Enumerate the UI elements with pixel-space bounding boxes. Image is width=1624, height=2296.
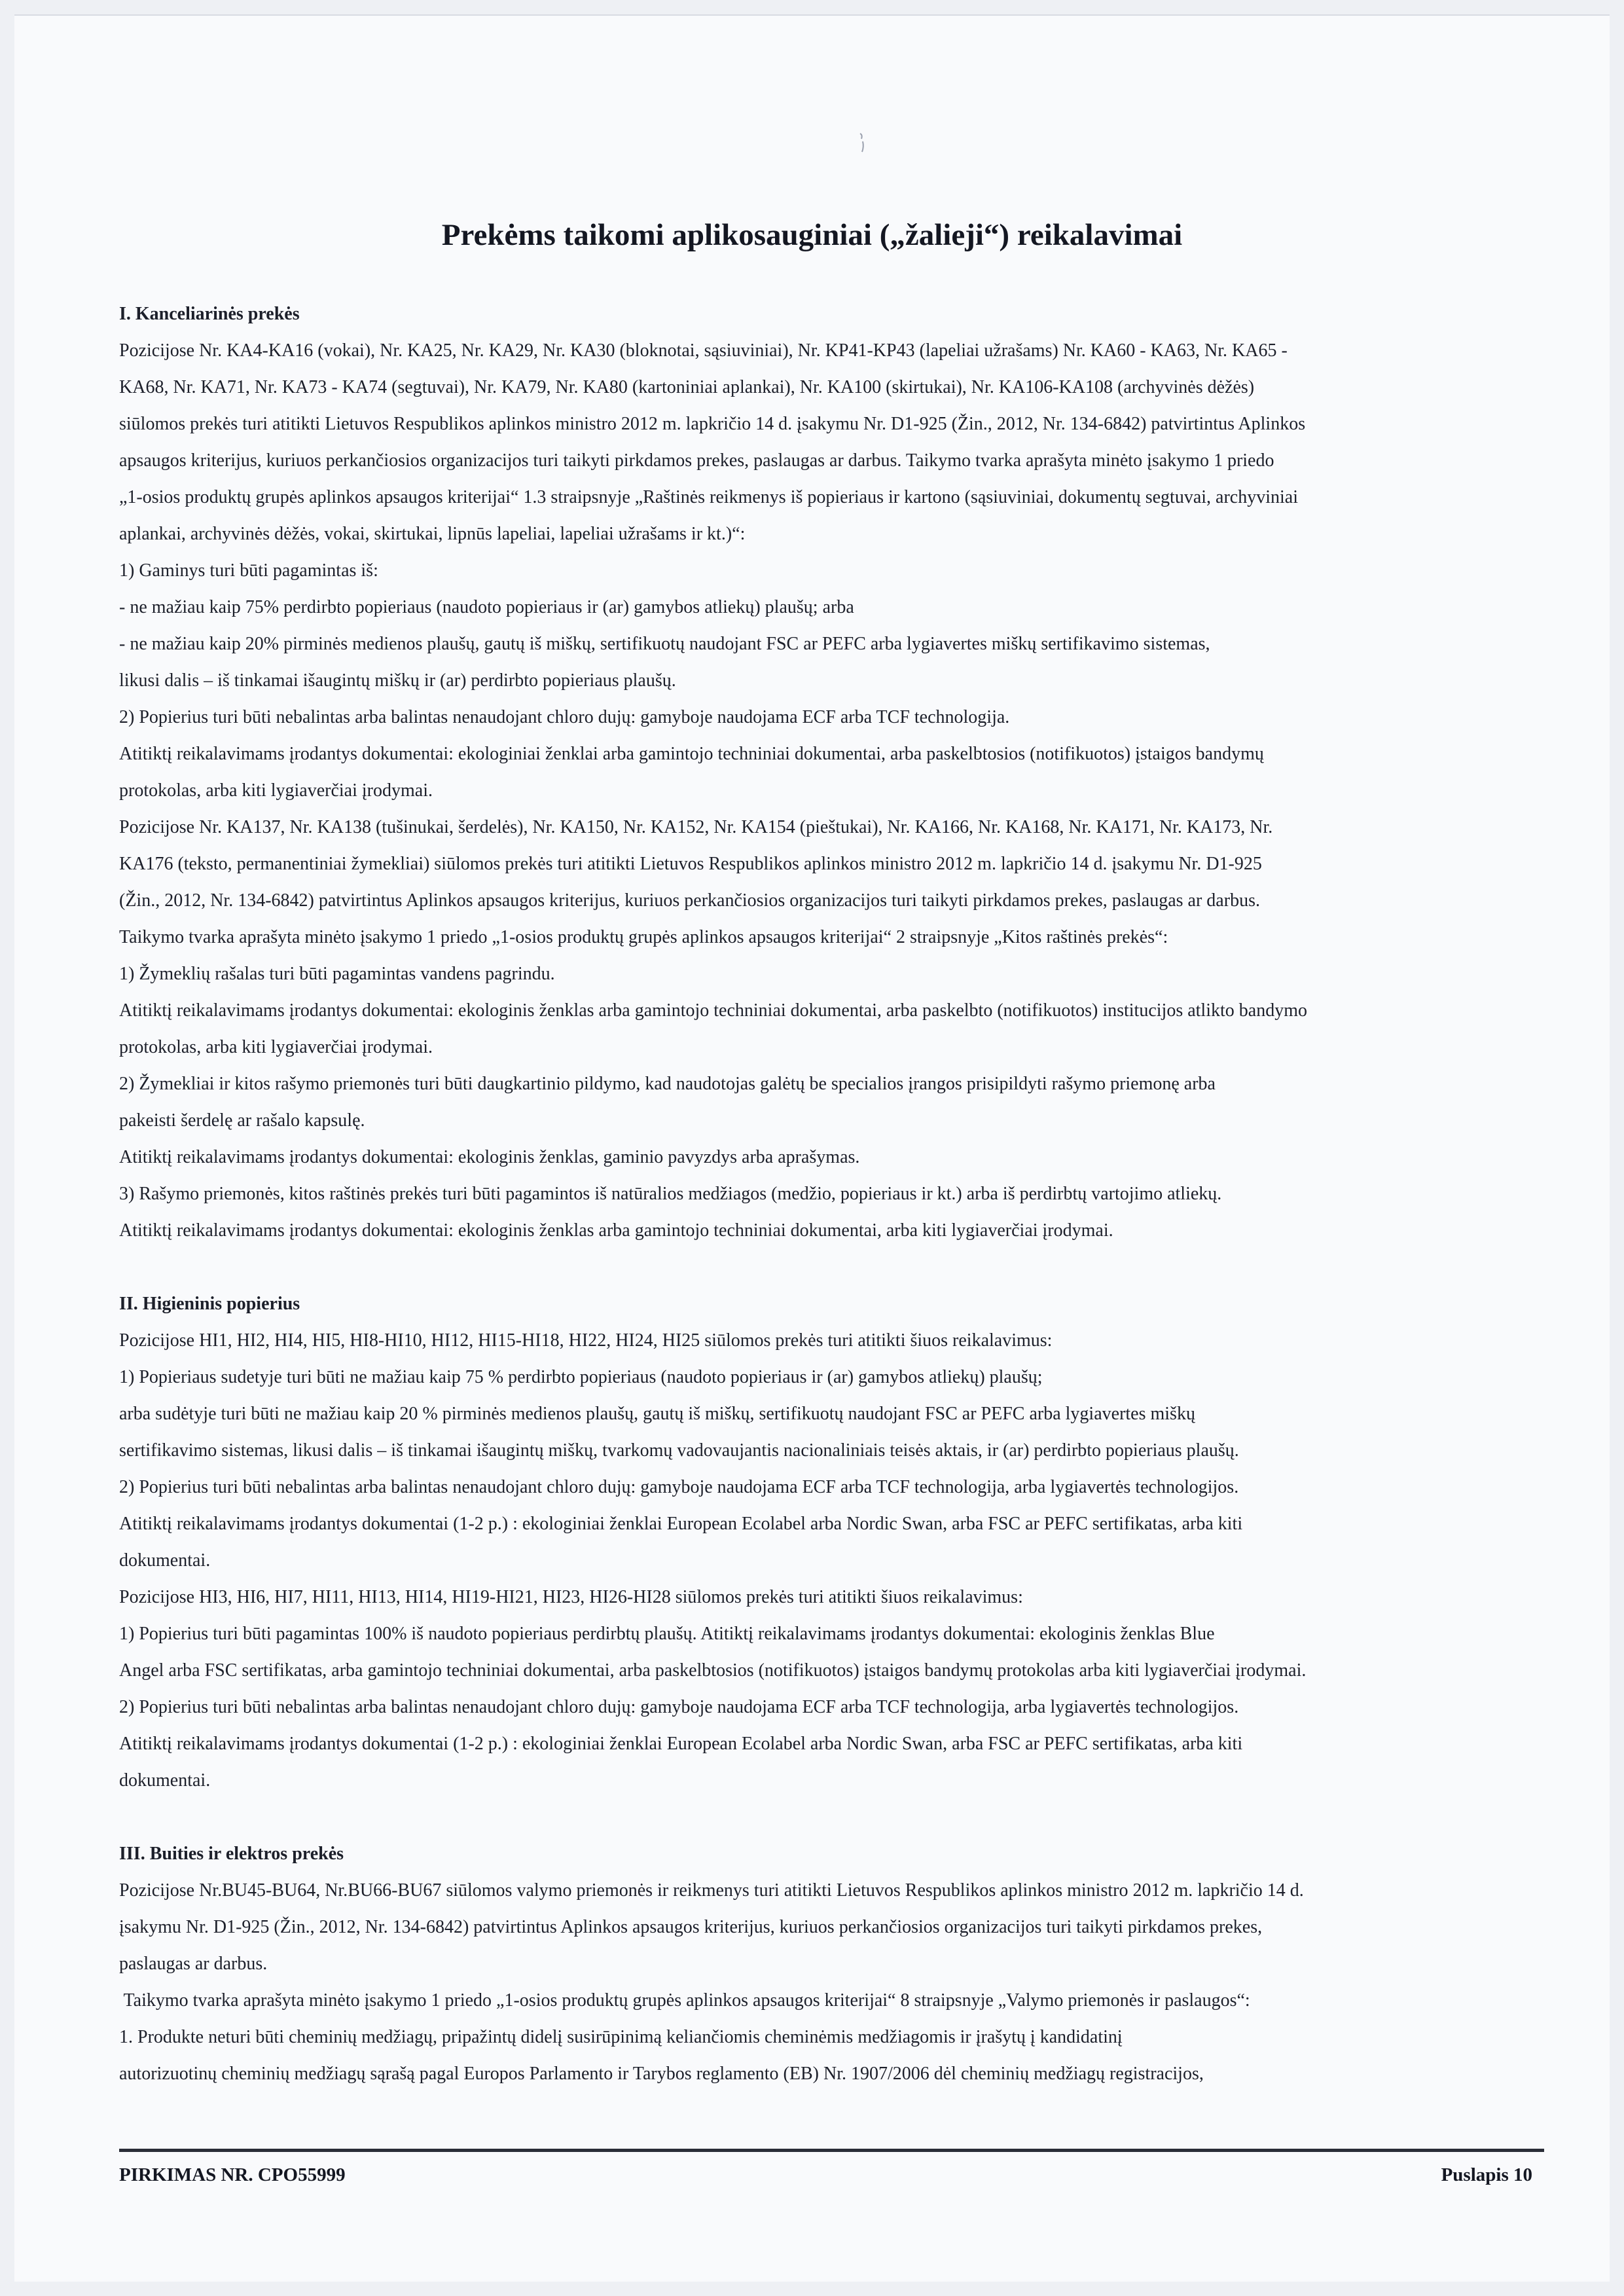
text-line: 2) Žymekliai ir kitos rašymo priemonės turi būti daugkartinio pildymo, kad naudotojas galėtų be specialios įrangos prisipildyti rašymo priemonę arba [119, 1074, 1216, 1094]
text-line: pakeisti šerdelę ar rašalo kapsulę. [119, 1110, 365, 1131]
text-line: Atitiktį reikalavimams įrodantys dokumentai (1-2 p.) : ekologiniai ženklai European Ecolabel arba Nordic Swan, arba FSC ar PEFC sertifikatas, arba kiti [119, 1734, 1243, 1754]
text-line: arba sudėtyje turi būti ne mažiau kaip 20 % pirminės medienos plaušų, gautų iš miškų, sertifikuotų naudojant FSC ar PEFC arba lygiavertes miškų [119, 1404, 1195, 1424]
text-line: Atitiktį reikalavimams įrodantys dokumentai (1-2 p.) : ekologiniai ženklai European Ecolabel arba Nordic Swan, arba FSC ar PEFC sertifikatas, arba kiti [119, 1514, 1243, 1534]
text-line: 1. Produkte neturi būti cheminių medžiagų, pripažintų didelį susirūpinimą keliančiomis cheminėmis medžiagomis ir įrašytų į kandidatinį [119, 2027, 1123, 2047]
text-line: Taikymo tvarka aprašyta minėto įsakymo 1 priedo „1-osios produktų grupės aplinkos apsaugos kriterijai“ 2 straipsnyje „Kitos raštinės prekės“: [119, 927, 1168, 947]
text-line: Pozicijose Nr.BU45-BU64, Nr.BU66-BU67 siūlomos valymo priemonės ir reikmenys turi atitikti Lietuvos Respublikos aplinkos ministro 2012 m. lapkričio 14 d. [119, 1880, 1304, 1901]
text-line: paslaugas ar darbus. [119, 1954, 268, 1974]
text-line: sertifikavimo sistemas, likusi dalis – iš tinkamai išaugintų miškų, tvarkomų vadovaujantis nacionaliniais teisės aktais, ir (ar) perdirbto popieriaus plaušų. [119, 1440, 1239, 1461]
text-line: 3) Rašymo priemonės, kitos raštinės prekės turi būti pagamintos iš natūralios medžiagos (medžio, popieriaus ir kt.) arba iš perdirbtų vartojimo atliekų. [119, 1184, 1222, 1204]
section-heading: III. Buities ir elektros prekės [119, 1844, 344, 1864]
text-line: aplankai, archyvinės dėžės, vokai, skirtukai, lipnūs lapeliai, lapeliai užrašams ir kt.)“: [119, 524, 746, 544]
text-line: Pozicijose Nr. KA137, Nr. KA138 (tušinukai, šerdelės), Nr. KA150, Nr. KA152, Nr. KA154 (pieštukai), Nr. KA166, Nr. KA168, Nr. KA171, Nr. KA173, Nr. [119, 817, 1273, 837]
text-line: - ne mažiau kaip 20% pirminės medienos plaušų, gautų iš miškų, sertifikuotų naudojant FSC ar PEFC arba lygiavertes miškų sertifikavimo sistemas, [119, 634, 1210, 654]
scan-speck-icon [859, 132, 865, 153]
text-line: Pozicijose Nr. KA4-KA16 (vokai), Nr. KA25, Nr. KA29, Nr. KA30 (bloknotai, sąsiuviniai), Nr. KP41-KP43 (lapeliai užrašams) Nr. KA60 - KA63, Nr. KA65 - [119, 340, 1288, 361]
text-line: 2) Popierius turi būti nebalintas arba balintas nenaudojant chloro dujų: gamyboje naudojama ECF arba TCF technologija, arba lygiavertės technologijos. [119, 1697, 1239, 1717]
text-line: 2) Popierius turi būti nebalintas arba balintas nenaudojant chloro dujų: gamyboje naudojama ECF arba TCF technologija. [119, 707, 1010, 727]
text-line: 1) Popierius turi būti pagamintas 100% iš naudoto popieriaus perdirbtų plaušų. Atitiktį reikalavimams įrodantys dokumentai: ekologinis ženklas Blue [119, 1624, 1215, 1644]
text-line: Atitiktį reikalavimams įrodantys dokumentai: ekologinis ženklas arba gamintojo techniniai dokumentai, arba kiti lygiaverčiai įrodymai. [119, 1220, 1113, 1241]
text-line: Atitiktį reikalavimams įrodantys dokumentai: ekologiniai ženklai arba gamintojo techniniai dokumentai, arba paskelbtosios (notifikuotos) įstaigos bandymų [119, 744, 1264, 764]
document-title: Prekėms taikomi aplikosauginiai („žalieji“) reikalavimai [441, 218, 1183, 252]
text-line: Angel arba FSC sertifikatas, arba gamintojo techniniai dokumentai, arba paskelbtosios (notifikuotos) įstaigos bandymų protokolas arba kiti lygiaverčiai įrodymai. [119, 1660, 1307, 1681]
footer-procurement-number: PIRKIMAS NR. CPO55999 [119, 2164, 346, 2185]
text-line: „1-osios produktų grupės aplinkos apsaugos kriterijai“ 1.3 straipsnyje „Raštinės reikmenys iš popieriaus ir kartono (sąsiuviniai, dokumentų segtuvai, archyviniai [119, 487, 1298, 507]
section-household-electrical [119, 1836, 1551, 2092]
section-stationery [119, 296, 1551, 1249]
text-line: autorizuotinų cheminių medžiagų sąrašą pagal Europos Parlamento ir Tarybos reglamento (EB) Nr. 1907/2006 dėl cheminių medžiagų registracijos, [119, 2064, 1204, 2084]
document-body [119, 296, 1551, 2092]
text-line: 1) Popieriaus sudetyje turi būti ne mažiau kaip 75 % perdirbto popieriaus (naudoto popieriaus ir (ar) gamybos atliekų) plaušų; [119, 1367, 1043, 1387]
text-line: Pozicijose HI1, HI2, HI4, HI5, HI8-HI10, HI12, HI15-HI18, HI22, HI24, HI25 siūlomos prekės turi atitikti šiuos reikalavimus: [119, 1330, 1053, 1351]
section-spacer [119, 1249, 1551, 1286]
section-heading: I. Kanceliarinės prekės [119, 304, 300, 324]
text-line: likusi dalis – iš tinkamai išaugintų miškų ir (ar) perdirbto popieriaus plaušų. [119, 670, 676, 691]
text-line: - ne mažiau kaip 75% perdirbto popieriaus (naudoto popieriaus ir (ar) gamybos atliekų) plaušų; arba [119, 597, 854, 617]
text-line: įsakymu Nr. D1-925 (Žin., 2012, Nr. 134-6842) patvirtintus Aplinkos apsaugos kriterijus, kuriuos perkančiosios organizacijos turi taikyti pirkdamos prekes, [119, 1917, 1263, 1937]
text-line: 1) Gaminys turi būti pagamintas iš: [119, 560, 378, 581]
text-line: Pozicijose HI3, HI6, HI7, HI11, HI13, HI14, HI19-HI21, HI23, HI26-HI28 siūlomos prekės turi atitikti šiuos reikalavimus: [119, 1587, 1023, 1607]
text-line: dokumentai. [119, 1770, 211, 1791]
text-line: Atitiktį reikalavimams įrodantys dokumentai: ekologinis ženklas, gaminio pavyzdys arba aprašymas. [119, 1147, 860, 1167]
footer-divider [119, 2149, 1544, 2152]
text-line: protokolas, arba kiti lygiaverčiai įrodymai. [119, 1037, 433, 1057]
section-spacer [119, 1799, 1551, 1836]
document-page [14, 14, 1610, 2282]
text-line: apsaugos kriterijus, kuriuos perkančiosios organizacijos turi taikyti pirkdamos prekes, paslaugas ar darbus. Taikymo tvarka aprašyta minėto įsakymo 1 priedo [119, 450, 1274, 471]
text-line: siūlomos prekės turi atitikti Lietuvos Respublikos aplinkos ministro 2012 m. lapkričio 14 d. įsakymu Nr. D1-925 (Žin., 2012, Nr. 134-6842) patvirtintus Aplinkos [119, 414, 1306, 434]
text-line: 1) Žymeklių rašalas turi būti pagamintas vandens pagrindu. [119, 964, 555, 984]
text-line: Taikymo tvarka aprašyta minėto įsakymo 1 priedo „1-osios produktų grupės aplinkos apsaugos kriterijai“ 8 straipsnyje „Valymo priemonės ir paslaugos“: [119, 1990, 1250, 2011]
text-line: protokolas, arba kiti lygiaverčiai įrodymai. [119, 780, 433, 801]
text-line: Atitiktį reikalavimams įrodantys dokumentai: ekologinis ženklas arba gamintojo techniniai dokumentai, arba paskelbto (notifikuotos) institucijos atlikto bandymo [119, 1000, 1307, 1021]
text-line: dokumentai. [119, 1550, 211, 1571]
footer-page-number: Puslapis 10 [1441, 2164, 1532, 2185]
section-hygiene-paper [119, 1286, 1551, 1799]
text-line: KA176 (teksto, permanentiniai žymekliai) siūlomos prekės turi atitikti Lietuvos Respublikos aplinkos ministro 2012 m. lapkričio 14 d. įsakymu Nr. D1-925 [119, 854, 1262, 874]
text-line: (Žin., 2012, Nr. 134-6842) patvirtintus Aplinkos apsaugos kriterijus, kuriuos perkančiosios organizacijos turi taikyti pirkdamos prekes, paslaugas ar darbus. [119, 890, 1260, 911]
text-line: KA68, Nr. KA71, Nr. KA73 - KA74 (segtuvai), Nr. KA79, Nr. KA80 (kartoniniai aplankai), Nr. KA100 (skirtukai), Nr. KA106-KA108 (archyvinės dėžės) [119, 377, 1255, 397]
section-heading: II. Higieninis popierius [119, 1294, 300, 1314]
text-line: 2) Popierius turi būti nebalintas arba balintas nenaudojant chloro dujų: gamyboje naudojama ECF arba TCF technologija, arba lygiavertės technologijos. [119, 1477, 1239, 1497]
